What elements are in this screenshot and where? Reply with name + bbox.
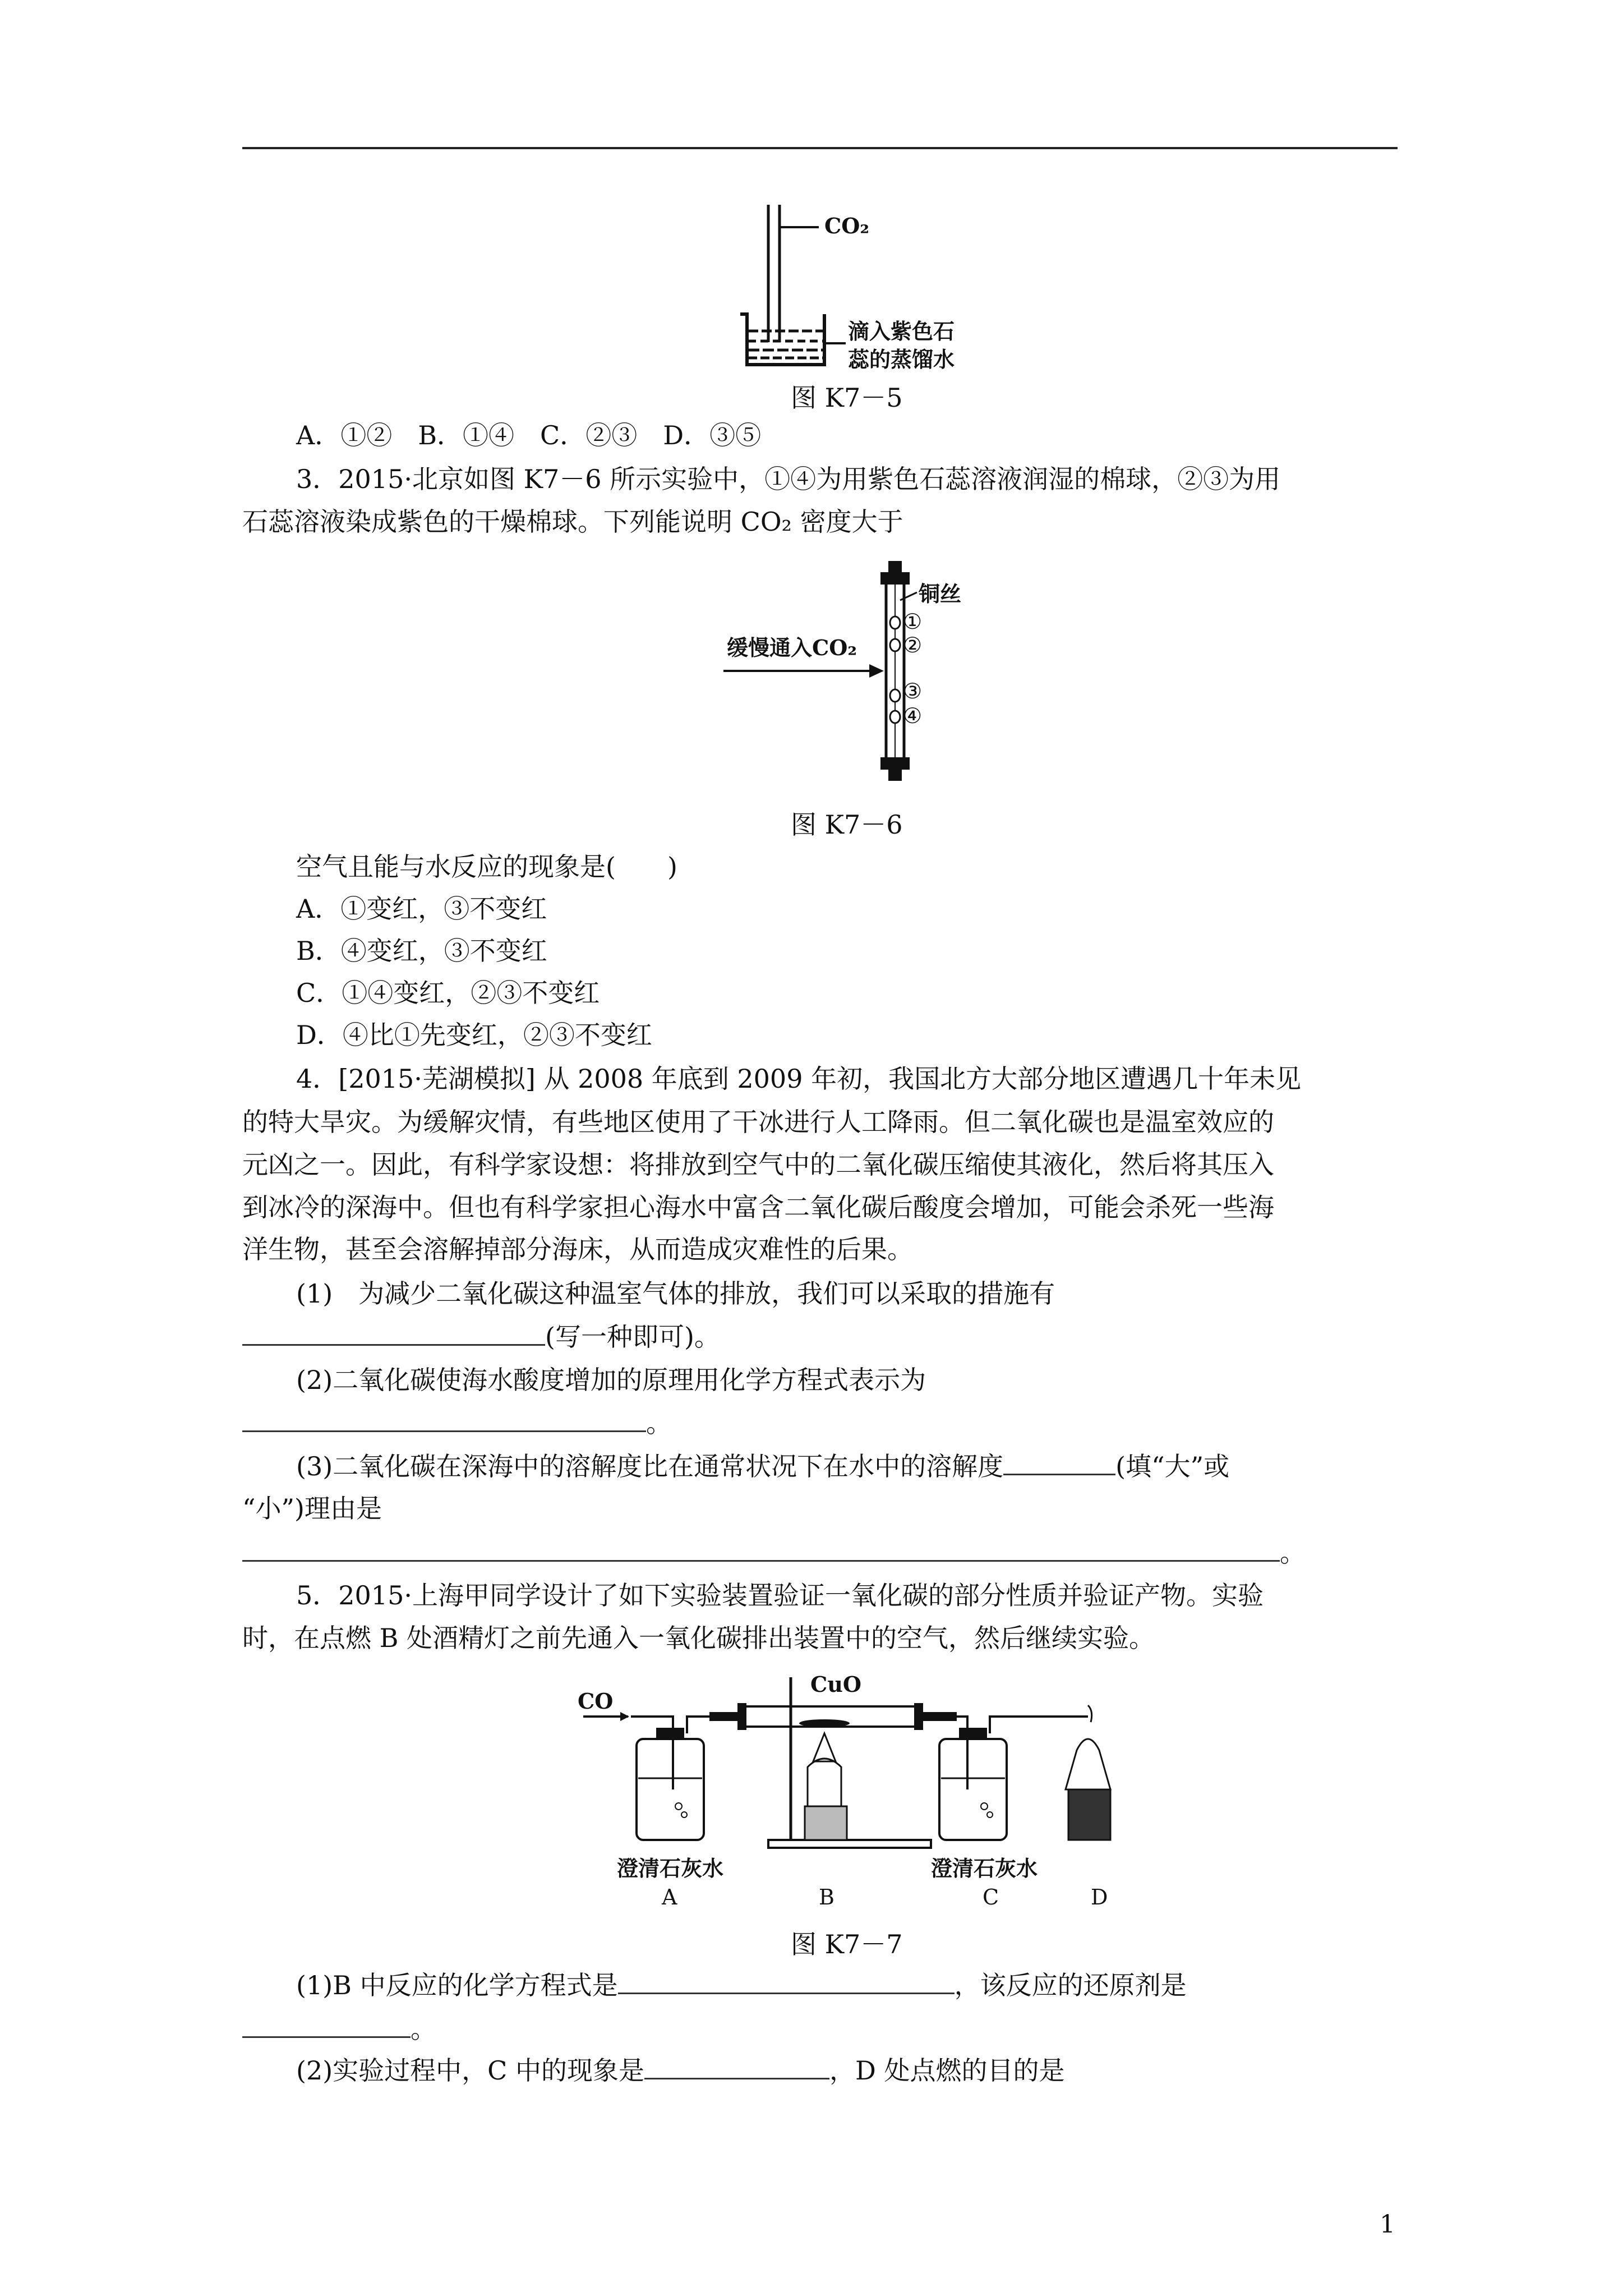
q5-sub1-end: 。 bbox=[411, 2014, 436, 2044]
q4-sub3-answer-row bbox=[242, 1535, 1409, 1570]
fig7-co-label: CO bbox=[578, 1688, 614, 1714]
q4-line4: 到冰冷的深海中。但也有科学家担心海水中富含二氧化碳后酸度会增加，可能会杀死一些海 bbox=[242, 1192, 1274, 1222]
q4-sub1: (1) 为减少二氧化碳这种温室气体的排放，我们可以采取的措施有 bbox=[296, 1278, 1055, 1309]
q3-option-c: C．①④变红，②③不变红 bbox=[296, 978, 600, 1008]
q5-sub1-answer-row bbox=[242, 2012, 1409, 2046]
q2-options: A．①② B．①④ C．②③ D．③⑤ bbox=[296, 420, 762, 450]
fig6-caption: 图 K7－6 bbox=[791, 809, 903, 840]
q4-sub3-reason-blank[interactable] bbox=[242, 1535, 1280, 1562]
fig6-ball-3: ③ bbox=[903, 679, 923, 703]
fig5-side-label-1: 滴入紫色石 bbox=[848, 319, 955, 344]
q4-sub1-blank[interactable] bbox=[242, 1319, 545, 1346]
q4-line3: 元凶之一。因此，有科学家设想：将排放到空气中的二氧化碳压缩使其液化，然后将其压入 bbox=[242, 1149, 1274, 1180]
q4-sub1-tail: (写一种即可)。 bbox=[545, 1322, 720, 1352]
q5-sub1-row bbox=[242, 1968, 1463, 2002]
q3-option-d: D．④比①先变红，②③不变红 bbox=[296, 1020, 652, 1050]
q4-line1: 4．[2015·芜湖模拟] 从 2008 年底到 2009 年初，我国北方大部分地区遭遇几十年未见 bbox=[296, 1064, 1302, 1094]
fig7-lime-c-label: 澄清石灰水 bbox=[931, 1856, 1038, 1881]
q5-sub1-reducer-blank[interactable] bbox=[242, 2012, 411, 2038]
fig5-co2-label: CO₂ bbox=[824, 213, 869, 238]
q4-sub2-blank[interactable] bbox=[242, 1406, 646, 1432]
q4-sub1-answer-row bbox=[242, 1319, 1409, 1354]
q5-sub1-mid: ，该反应的还原剂是 bbox=[954, 1970, 1187, 2000]
q4-sub2-tail: 。 bbox=[646, 1408, 672, 1438]
fig6-ball-1: ① bbox=[903, 609, 923, 634]
q3-line1: 3．2015·北京如图 K7－6 所示实验中，①④为用紫色石蕊溶液润湿的棉球，②③为用 bbox=[296, 464, 1281, 494]
fig7-lime-a-label: 澄清石灰水 bbox=[617, 1856, 724, 1881]
q5-sub2-row bbox=[242, 2053, 1463, 2087]
q5-line1: 5．2015·上海甲同学设计了如下实验装置验证一氧化碳的部分性质并验证产物。实验 bbox=[296, 1580, 1264, 1611]
q4-sub3-line2: “小”)理由是 bbox=[242, 1493, 382, 1524]
q4-sub3: (3)二氧化碳在深海中的溶解度比在通常状况下在水中的溶解度 bbox=[296, 1451, 1004, 1481]
fig5-caption: 图 K7－5 bbox=[791, 383, 903, 413]
figure-k7-6 bbox=[718, 561, 953, 791]
page-number: 1 bbox=[1380, 2210, 1395, 2239]
fig7-label-d: D bbox=[1091, 1885, 1108, 1910]
q4-sub3-row bbox=[242, 1449, 1463, 1483]
fig5-side-label-2: 蕊的蒸馏水 bbox=[848, 347, 955, 372]
q3-option-a: A．①变红，③不变红 bbox=[296, 894, 547, 924]
fig6-wire-label: 铜丝 bbox=[919, 581, 962, 606]
q4-line2: 的特大旱灾。为缓解灾情，有些地区使用了干冰进行人工降雨。但二氧化碳也是温室效应的 bbox=[242, 1107, 1274, 1137]
fig6-inlet-label: 缓慢通入CO₂ bbox=[727, 635, 857, 660]
q5-sub2-blank[interactable] bbox=[644, 2053, 829, 2079]
q4-sub2: (2)二氧化碳使海水酸度增加的原理用化学方程式表示为 bbox=[296, 1365, 926, 1395]
q5-sub2: (2)实验过程中，C 中的现象是 bbox=[296, 2055, 644, 2086]
q5-sub1-equation-blank[interactable] bbox=[618, 1968, 955, 1994]
fig7-label-b: B bbox=[819, 1885, 834, 1910]
q4-line5: 洋生物，甚至会溶解掉部分海床，从而造成灾难性的后果。 bbox=[242, 1234, 913, 1264]
q3-line3: 空气且能与水反应的现象是( ) bbox=[296, 852, 677, 882]
q4-sub3-tail: (填“大”或 bbox=[1115, 1451, 1230, 1481]
fig7-caption: 图 K7－7 bbox=[791, 1929, 903, 1959]
fig7-cuo-label: CuO bbox=[810, 1672, 861, 1697]
fig6-ball-2: ② bbox=[903, 633, 923, 657]
fig7-label-a: A bbox=[662, 1885, 677, 1910]
q3-line2: 石蕊溶液染成紫色的干燥棉球。下列能说明 CO₂ 密度大于 bbox=[242, 507, 903, 537]
q4-sub2-answer-row bbox=[242, 1406, 1409, 1440]
figure-k7-7 bbox=[572, 1672, 1161, 1857]
q3-option-b: B．④变红，③不变红 bbox=[296, 936, 547, 966]
q5-sub1: (1)B 中反应的化学方程式是 bbox=[296, 1970, 618, 2000]
fig7-label-c: C bbox=[983, 1885, 999, 1910]
fig6-ball-4: ④ bbox=[903, 703, 923, 728]
q5-line2: 时，在点燃 B 处酒精灯之前先通入一氧化碳排出装置中的空气，然后继续实验。 bbox=[242, 1623, 1155, 1653]
q4-sub3-end: 。 bbox=[1280, 1538, 1306, 1568]
q5-sub2-mid: ，D 处点燃的目的是 bbox=[829, 2055, 1065, 2086]
q4-sub3-blank[interactable] bbox=[1003, 1449, 1115, 1475]
header-rule bbox=[242, 147, 1398, 149]
